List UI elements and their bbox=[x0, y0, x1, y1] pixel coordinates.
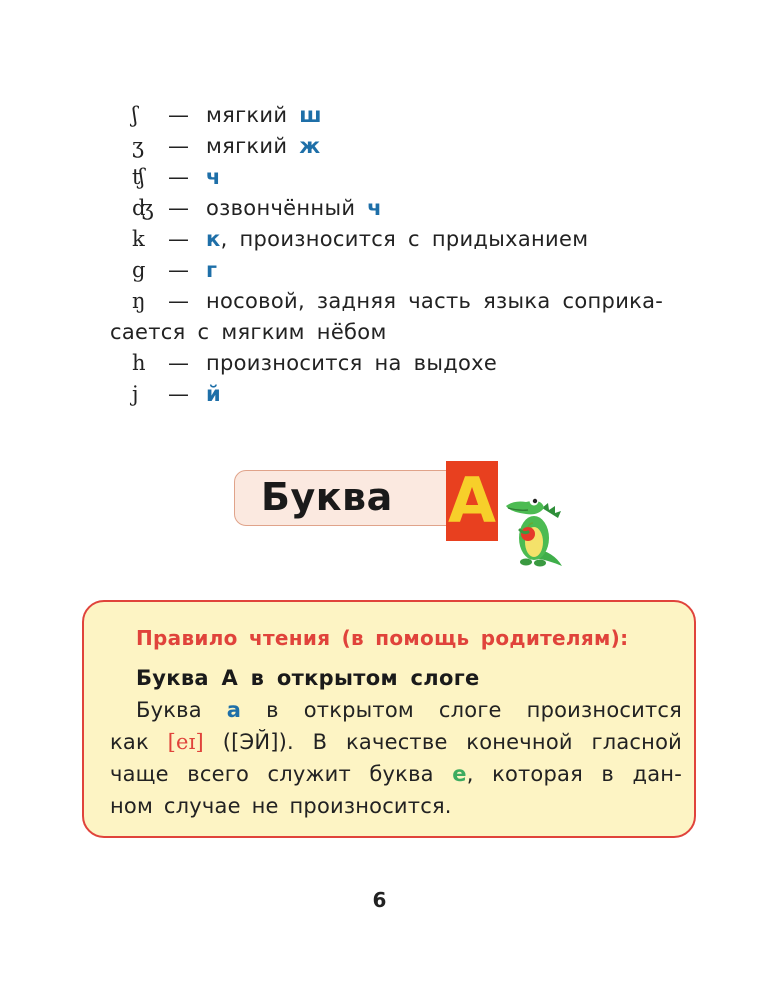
phonetic-symbol: ʧ bbox=[132, 165, 145, 189]
phonetic-row bbox=[110, 286, 690, 317]
rule-text-line: ном случае не произносится. bbox=[110, 794, 452, 818]
letter-e: е bbox=[452, 762, 467, 786]
phonetic-row bbox=[110, 100, 690, 131]
section-heading bbox=[234, 458, 574, 578]
phonetic-row bbox=[110, 224, 690, 255]
rule-text: ([ЭЙ]). В качестве конечной гласной bbox=[222, 730, 682, 754]
russian-letter: ш bbox=[299, 103, 322, 127]
rule-text: в открытом слоге произносится bbox=[266, 698, 682, 722]
phonetic-symbol: j bbox=[132, 382, 139, 406]
rule-text-line bbox=[136, 698, 682, 722]
letter-a: а bbox=[226, 698, 242, 722]
rule-text: как bbox=[110, 730, 149, 754]
phonetic-symbol: ʃ bbox=[132, 103, 139, 127]
phonetic-description: произносится на выдохе bbox=[206, 351, 498, 375]
rule-text: чаще всего служит буква bbox=[110, 762, 434, 786]
description-text: мягкий bbox=[206, 103, 288, 127]
phonetic-row-continuation bbox=[110, 317, 690, 348]
phonetic-description bbox=[206, 255, 217, 286]
rule-text-line bbox=[110, 762, 682, 786]
description-text: озвончённый bbox=[206, 196, 356, 220]
dash: — bbox=[168, 227, 190, 251]
description-text: мягкий bbox=[206, 134, 288, 158]
reading-rule-box bbox=[82, 600, 696, 838]
phonetic-row bbox=[110, 162, 690, 193]
dash: — bbox=[168, 351, 190, 375]
phonetic-description bbox=[206, 162, 221, 193]
page-number: 6 bbox=[372, 888, 387, 912]
russian-letter: ж bbox=[299, 134, 321, 158]
phonetic-symbol: ŋ bbox=[132, 289, 146, 313]
phonetic-row bbox=[110, 255, 690, 286]
russian-letter: г bbox=[206, 258, 218, 282]
phonetic-row bbox=[110, 379, 690, 410]
dash: — bbox=[168, 165, 190, 189]
dash: — bbox=[168, 103, 190, 127]
heading-word: Буква bbox=[261, 475, 393, 519]
russian-letter: ч bbox=[367, 196, 382, 220]
rule-text-line bbox=[110, 730, 682, 754]
dash: — bbox=[168, 134, 190, 158]
dash: — bbox=[168, 289, 190, 313]
dash: — bbox=[168, 196, 190, 220]
description-continuation: сается с мягким нёбом bbox=[110, 320, 387, 344]
phonetic-description bbox=[206, 379, 221, 410]
phonetic-description bbox=[206, 100, 322, 131]
phonetic-symbol: g bbox=[132, 258, 146, 282]
phonetic-description: носовой, задняя часть языка соприка- bbox=[206, 289, 664, 313]
rule-subtitle: Буква А в открытом слоге bbox=[136, 666, 480, 690]
description-text: , произносится с придыханием bbox=[220, 227, 589, 251]
phonetic-symbol: ʤ bbox=[132, 196, 154, 220]
russian-letter: к bbox=[206, 227, 221, 251]
rule-text: , которая в дан- bbox=[466, 762, 682, 786]
phonetic-description bbox=[206, 224, 588, 255]
russian-letter: й bbox=[206, 382, 222, 406]
phonetic-description bbox=[206, 131, 320, 162]
phonetic-row bbox=[110, 348, 690, 379]
crocodile-icon bbox=[504, 486, 570, 572]
russian-letter: ч bbox=[206, 165, 221, 189]
phonetic-list bbox=[110, 100, 690, 410]
rule-title: Правило чтения (в помощь родителям): bbox=[136, 626, 629, 650]
phonetic-description bbox=[206, 193, 382, 224]
phonetic-row bbox=[110, 193, 690, 224]
phonetic-symbol: ʒ bbox=[132, 134, 145, 158]
phonetic-symbol: k bbox=[132, 227, 146, 251]
heading-letter: A bbox=[448, 464, 496, 537]
ipa-transcription: [eɪ] bbox=[167, 730, 204, 754]
rule-text: Буква bbox=[136, 698, 202, 722]
dash: — bbox=[168, 382, 190, 406]
phonetic-symbol: h bbox=[132, 351, 146, 375]
phonetic-row bbox=[110, 131, 690, 162]
letter-tile bbox=[446, 461, 498, 541]
dash: — bbox=[168, 258, 190, 282]
